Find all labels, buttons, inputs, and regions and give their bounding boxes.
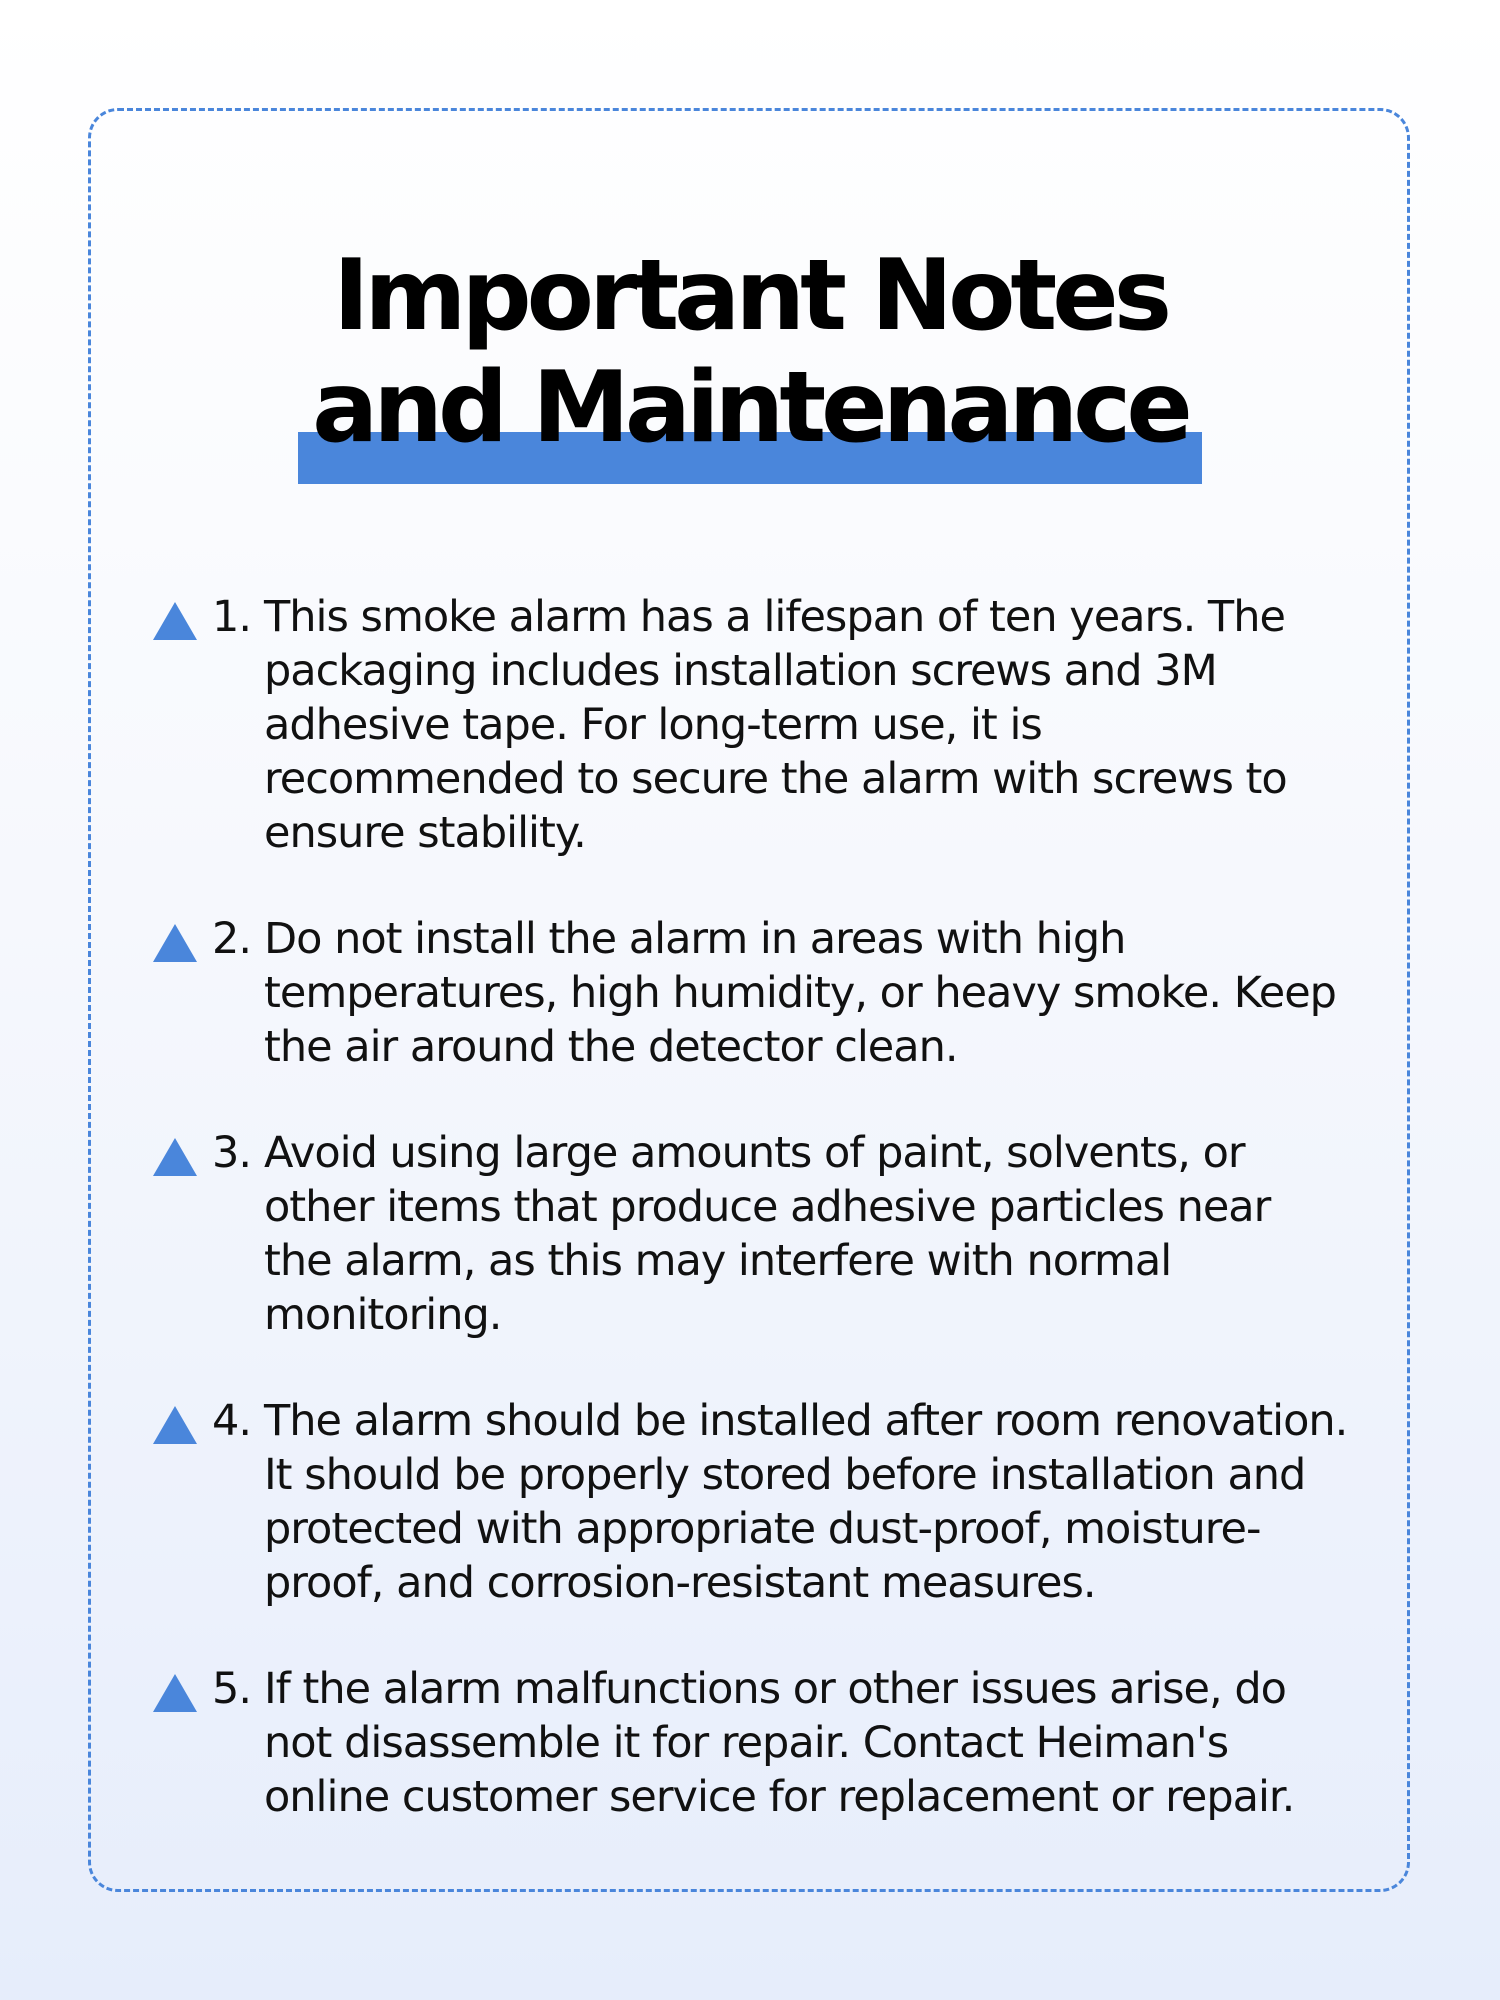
note-item-1 [150,590,1350,860]
notes-list [150,590,1350,1876]
note-number: 4. [212,1396,252,1446]
note-item-2 [150,912,1350,1074]
triangle-bullet-icon [153,1138,197,1176]
triangle-bullet-icon [153,602,197,640]
page-title [0,240,1500,464]
note-text: If the alarm malfunctions or other issues arise, do not disassemble it for repair. Contact Heiman's online customer service for replacement or repair. [264,1664,1295,1822]
note-number: 3. [212,1128,252,1178]
triangle-bullet-icon [153,924,197,962]
title-line-1: Important Notes [332,239,1168,353]
triangle-bullet-icon [153,1406,197,1444]
note-number: 2. [212,914,252,964]
note-text: Do not install the alarm in areas with high temperatures, high humidity, or heavy smoke. Keep the air around the detector clean. [264,914,1336,1072]
triangle-bullet-icon [153,1674,197,1712]
note-item-3 [150,1126,1350,1342]
note-text: Avoid using large amounts of paint, solvents, or other items that produce adhesive particles near the alarm, as this may interfere with normal monitoring. [264,1128,1271,1340]
title-line-2: and Maintenance [312,351,1188,465]
note-number: 5. [212,1664,252,1714]
note-number: 1. [212,592,252,642]
note-item-4 [150,1394,1350,1610]
note-item-5 [150,1662,1350,1824]
note-text: The alarm should be installed after room renovation. It should be properly stored before installation and protected with appropriate dust-proof, moisture-proof, and corrosion-resistant measures. [264,1396,1348,1608]
note-text: This smoke alarm has a lifespan of ten years. The packaging includes installation screws and 3M adhesive tape. For long-term use, it is recommended to secure the alarm with screws to ensure stability. [264,592,1287,858]
